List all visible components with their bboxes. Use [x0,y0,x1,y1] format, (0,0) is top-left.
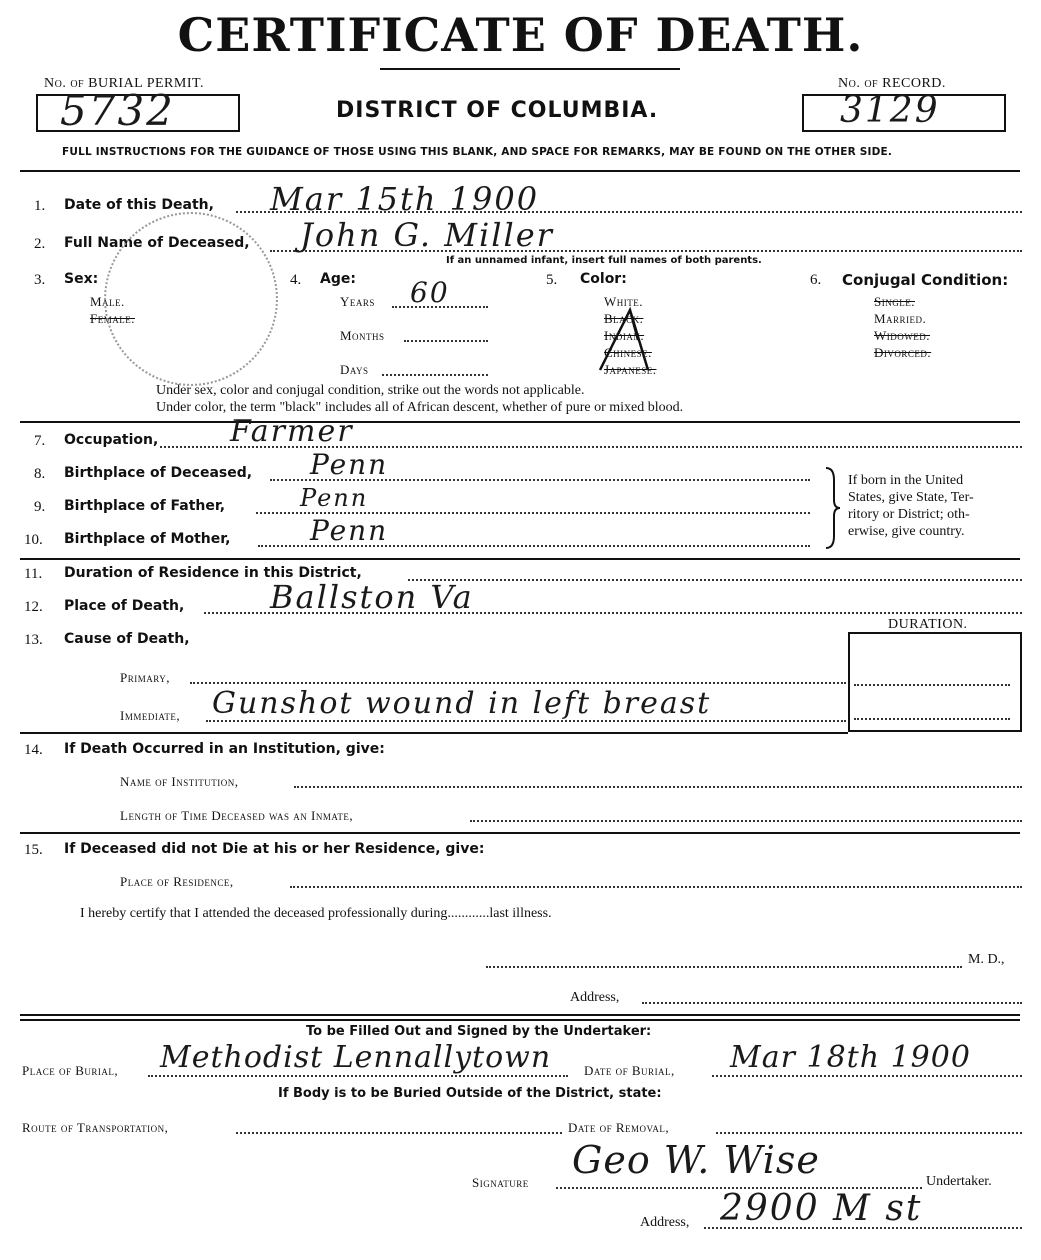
undertaker-divider-1 [20,1014,1020,1016]
field-7-value: Farmer [230,414,354,449]
field-12-value: Ballston Va [270,578,474,616]
sex-male: Male. [90,294,125,309]
route-line [236,1132,562,1134]
field-12-number: 12. [24,599,43,615]
strike-note: Under sex, color and conjugal condition, strike out the words not applicable. [156,383,585,398]
field-11-number: 11. [24,566,43,582]
divider-3 [20,558,1020,560]
color-japanese: Japanese. [604,362,657,377]
field-4-label: Age: [320,271,356,287]
burial-date-value: Mar 18th 1900 [730,1040,971,1075]
field-2-note: If an unnamed infant, insert full names of both parents. [446,255,762,266]
burial-permit-label: No. of BURIAL PERMIT. [44,76,205,91]
field-12-label: Place of Death, [64,598,185,614]
conjugal-married: Married. [874,311,927,326]
certify-statement: I hereby certify that I attended the deceased professionally during............last illness. [80,906,552,921]
field-15-label: If Deceased did not Die at his or her Residence, give: [64,841,485,857]
burial-date-label: Date of Burial, [584,1063,675,1078]
field-13-label: Cause of Death, [64,631,190,647]
field-9-value: Penn [300,484,369,512]
ornament-rule [380,68,680,70]
field-14-label: If Death Occurred in an Institution, give: [64,741,385,757]
undertaker-signature: Geo W. Wise [572,1138,820,1182]
undertaker-word: Undertaker. [926,1174,992,1189]
birthplace-note-3: ritory or District; oth- [848,507,970,522]
birthplace-note-4: erwise, give country. [848,524,965,539]
divider-2 [20,421,1020,423]
cause-immediate-label: Immediate, [120,708,181,723]
age-months-label: Months [340,328,385,343]
age-days-label: Days [340,362,369,377]
field-7-label: Occupation, [64,432,159,448]
duration-label: DURATION. [888,617,968,632]
received-stamp [104,212,278,386]
field-13-number: 13. [24,632,43,648]
certificate-title: CERTIFICATE OF DEATH. [177,8,864,62]
age-years-label: Years [340,294,375,309]
district-title: DISTRICT OF COLUMBIA. [336,98,659,123]
undertaker-address-value: 2900 M st [720,1188,923,1229]
divider-5 [20,832,1020,834]
field-1-label: Date of this Death, [64,197,214,213]
field-3-number: 3. [34,272,46,288]
field-3-label: Sex: [64,271,99,287]
birthplace-note-2: States, give State, Ter- [848,490,974,505]
field-6-number: 6. [810,272,822,288]
field-4-number: 4. [290,272,302,288]
color-white: White. [604,294,644,309]
field-14-number: 14. [24,742,43,758]
physician-address-line [642,1002,1022,1004]
field-1-value: Mar 15th 1900 [270,180,540,218]
field-5-number: 5. [546,272,558,288]
field-9-label: Birthplace of Father, [64,498,226,514]
field-1-number: 1. [34,198,46,214]
record-number: 3129 [840,90,940,131]
institution-length-label: Length of Time Deceased was an Inmate, [120,808,354,823]
duration-line-1 [854,684,1010,686]
birthplace-note-1: If born in the United [848,473,964,488]
undertaker-divider-2 [20,1019,1020,1021]
burial-place-line [148,1075,568,1077]
removal-date-label: Date of Removal, [568,1120,670,1135]
undertaker-heading: To be Filled Out and Signed by the Undertaker: [306,1024,652,1039]
sex-female: Female. [90,311,135,326]
conjugal-single: Single. [874,294,915,309]
record-label: No. of RECORD. [838,76,946,91]
undertaker-address-label: Address, [640,1215,690,1230]
conjugal-widowed: Widowed. [874,328,931,343]
age-years-value: 60 [410,276,450,309]
field-2-value: John G. Miller [300,216,554,254]
residence-line [290,886,1022,888]
institution-name-label: Name of Institution, [120,774,239,789]
field-8-label: Birthplace of Deceased, [64,465,253,481]
duration-line-2 [854,718,1010,720]
physician-address-label: Address, [570,990,620,1005]
color-note: Under color, the term "black" includes all of African descent, whether of pure or mixed blood. [156,400,684,415]
divider-4 [20,732,848,734]
field-10-label: Birthplace of Mother, [64,531,231,547]
color-chinese: Chinese. [604,345,652,360]
header-divider [20,170,1020,172]
burial-place-label: Place of Burial, [22,1063,119,1078]
field-5-label: Color: [580,271,627,287]
age-months-line [404,340,488,342]
cause-immediate-value: Gunshot wound in left breast [212,686,712,721]
field-11-line [408,579,1022,581]
field-8-number: 8. [34,466,46,482]
cause-primary-line [190,682,846,684]
route-label: Route of Transportation, [22,1120,169,1135]
color-black: Black. [604,311,644,326]
field-10-value: Penn [310,514,389,547]
signature-label: Signature [472,1175,529,1190]
field-7-number: 7. [34,433,46,449]
institution-length-line [470,820,1022,822]
age-days-line [382,374,488,376]
field-6-label: Conjugal Condition: [842,271,1009,289]
physician-signature-line [486,966,962,968]
burial-place-value: Methodist Lennallytown [160,1040,552,1075]
institution-name-line [294,786,1022,788]
residence-label: Place of Residence, [120,874,234,889]
field-8-value: Penn [310,448,389,481]
outside-district-heading: If Body is to be Buried Outside of the District, state: [278,1086,662,1101]
field-15-number: 15. [24,842,43,858]
conjugal-divorced: Divorced. [874,345,932,360]
field-11-label: Duration of Residence in this District, [64,565,362,581]
burial-date-line [712,1075,1022,1077]
cause-primary-label: Primary, [120,670,170,685]
field-2-number: 2. [34,236,46,252]
birthplace-brace [822,466,842,550]
field-9-number: 9. [34,499,46,515]
duration-box [848,632,1022,732]
removal-date-line [716,1132,1022,1134]
instructions-line: FULL INSTRUCTIONS FOR THE GUIDANCE OF THOSE USING THIS BLANK, AND SPACE FOR REMARKS, MAY BE FOUND ON THE OTHER SIDE. [62,146,893,158]
field-10-number: 10. [24,532,43,548]
field-2-label: Full Name of Deceased, [64,235,250,251]
physician-md: M. D., [968,952,1005,967]
color-strikeout-mark [590,300,670,380]
color-indian: Indian. [604,328,645,343]
burial-permit-number: 5732 [60,86,175,135]
